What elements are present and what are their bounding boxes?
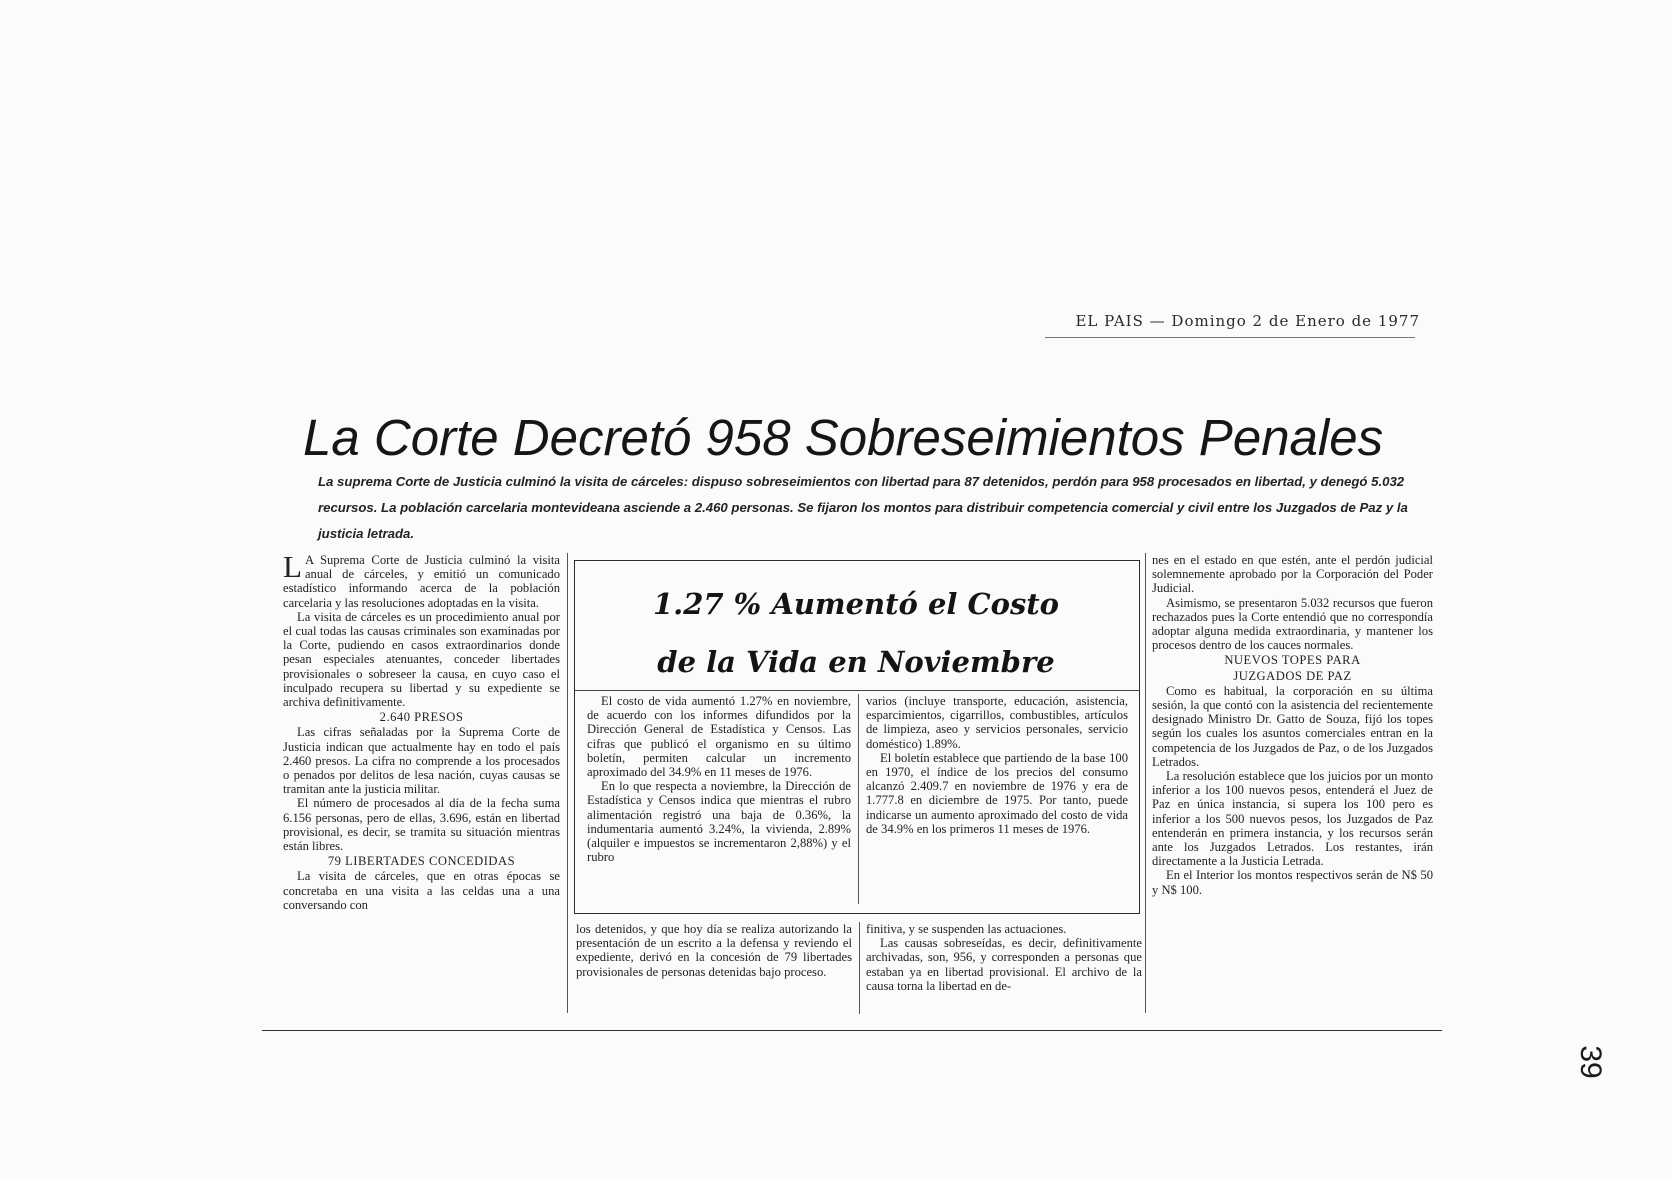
inset-column-b xyxy=(866,694,1128,904)
continuation-column-c xyxy=(576,922,852,1012)
right-p2: Asimismo, se presentaron 5.032 recursos que fueron rechazados pues la Corte entendió que no correspondía adoptar alguna medida extraordinaria, y mantener los procesos dentro de los cauces normales. xyxy=(1152,595,1433,653)
left-p2: La visita de cárceles es un procedimiento anual por el cual todas las causas criminales son examinadas por la Corte, pudiendo en casos extraordinarios donde pesan especiales atenuantes, conceder libertades provisionales o sobreseer la causa, en cuyo caso el inculpado recupera su libertad y su expediente se archiva definitivamente. xyxy=(283,609,560,710)
column-divider-right xyxy=(1145,553,1146,1013)
right-subhead-1: NUEVOS TOPES PARA xyxy=(1224,653,1361,668)
inset-headline-line-2: de la Vida en Noviembre xyxy=(657,645,1055,679)
inset-b-p2: El boletín establece que partiendo de la base 100 en 1970, el índice de los precios del consumo alcanzó 2.409.7 en noviembre de 1976 y era de 1.777.8 en diciembre de 1975. Por tanto, puede indicarse un aumento aproximado del costo de vida de 34.9% en los primeros 11 meses de 1976. xyxy=(866,750,1128,836)
left-subhead-2: 79 LIBERTADES CONCEDIDAS xyxy=(327,854,516,869)
continuation-c-text: los detenidos, y que hoy día se realiza autorizando la presentación de un escrito a la defensa y reviendo el expediente, derivó en la concesión de 79 libertades provisionales de personas detenidas bajo proceso. xyxy=(576,922,852,979)
inset-b-p1: varios (incluye transporte, educación, asistencia, esparcimientos, cigarrillos, combustibles, artículos de limpieza, aseo y servicios personales, servicio doméstico) 1.89%. xyxy=(866,694,1128,751)
left-p4: El número de procesados al día de la fecha suma 6.156 personas, pero de ellas, 3.696, están en libertad provisional, es decir, se tramita su situación mientras están libres. xyxy=(283,796,560,854)
headline: La Corte Decretó 958 Sobreseimientos Penales xyxy=(303,409,1384,466)
right-p5: En el Interior los montos respectivos serán de N$ 50 y N$ 100. xyxy=(1152,868,1433,897)
inset-column-a xyxy=(587,694,851,904)
column-divider-left xyxy=(567,553,568,1013)
continuation-d-p1: finitiva, y se suspenden las actuaciones. xyxy=(866,922,1067,936)
bottom-rule xyxy=(262,1030,1442,1031)
dropcap: L xyxy=(283,553,302,584)
page-number: 39 xyxy=(1574,1045,1607,1079)
continuation-d-p2: Las causas sobreseídas, es decir, definitivamente archivadas, son, 956, y corresponden a personas que estaban ya en libertad provisional. El archivo de la causa torna la libertad en de- xyxy=(866,936,1142,993)
right-column xyxy=(1152,553,1433,1006)
dateline-rule xyxy=(1045,337,1415,338)
dateline: EL PAIS — Domingo 2 de Enero de 1977 xyxy=(1075,312,1420,330)
left-p5: La visita de cárceles, que en otras épocas se concretaba en una visita a las celdas una a una conversando con xyxy=(283,869,560,912)
continuation-column-d xyxy=(866,922,1142,1012)
inset-column-divider xyxy=(858,694,859,904)
continuation-divider xyxy=(859,922,860,1014)
left-p1 xyxy=(283,553,560,610)
left-subhead-1: 2.640 PRESOS xyxy=(379,710,464,725)
deck: La suprema Corte de Justicia culminó la visita de cárceles: dispuso sobreseimientos con libertad para 87 detenidos, perdón para 958 procesados en libertad, y denegó 5.032 recursos. La población carcelaria montevideana asciende a 2.460 personas. Se fijaron los montos para distribuir competencia comercial y civil entre los Juzgados de Paz y la justicia letrada. xyxy=(318,474,1408,541)
right-p1: nes en el estado en que estén, ante el perdón judicial solemnemente aprobado por la Corporación del Poder Judicial. xyxy=(1152,553,1433,596)
inset-a-p2: En lo que respecta a noviembre, la Dirección de Estadística y Censos indica que mientras el rubro alimentación registró una baja de 0.36%, la indumentaria aumentó 3.24%, la vivienda, 2.89% (alquiler e impuestos se incrementaron 2,88%) y el rubro xyxy=(587,779,851,865)
inset-headline xyxy=(575,575,1137,691)
inset-headline-line-1: 1.27 % Aumentó el Costo xyxy=(652,587,1060,621)
right-subhead-2: JUZGADOS DE PAZ xyxy=(1233,668,1352,683)
inset-a-p1: El costo de vida aumentó 1.27% en noviembre, de acuerdo con los informes difundidos por la Dirección General de Estadística y Censos. Las cifras que publicó el organismo en su último boletín, permiten calcular un incremento aproximado del 34.9% en 11 meses de 1976. xyxy=(587,694,851,780)
left-p3: Las cifras señaladas por la Suprema Corte de Justicia indican que actualmente hay en todo el país 2.460 presos. La cifra no comprende a los procesados o penados por delitos de lesa nación, cuyas causas se tramitan ante la justicia militar. xyxy=(283,725,560,797)
left-column xyxy=(283,553,560,1013)
inset-rule xyxy=(574,690,1140,691)
right-p4: La resolución establece que los juicios por un monto inferior a los 100 nuevos pesos, entenderá el Juez de Paz en única instancia, si supera los 100 pero es inferior a los 500 nuevos pesos, los Juzgados de Paz entenderán en primera instancia, y los recursos serán ante los Juzgados Letrados. Los restantes, irán directamente a la Justicia Letrada. xyxy=(1152,769,1433,869)
left-p1-text: A Suprema Corte de Justicia culminó la visita anual de cárceles, y emitió un comunicado estadístico informando acerca de la población carcelaria y las resoluciones adoptadas en la visita. xyxy=(283,553,560,610)
right-p3: Como es habitual, la corporación en su última sesión, la que contó con la asistencia del recientemente designado Ministro Dr. Gatto de Souza, fijó los topes según los cuales los asuntos comerciales entran en la competencia de los Juzgados de Paz, o de los Juzgados Letrados. xyxy=(1152,683,1433,769)
